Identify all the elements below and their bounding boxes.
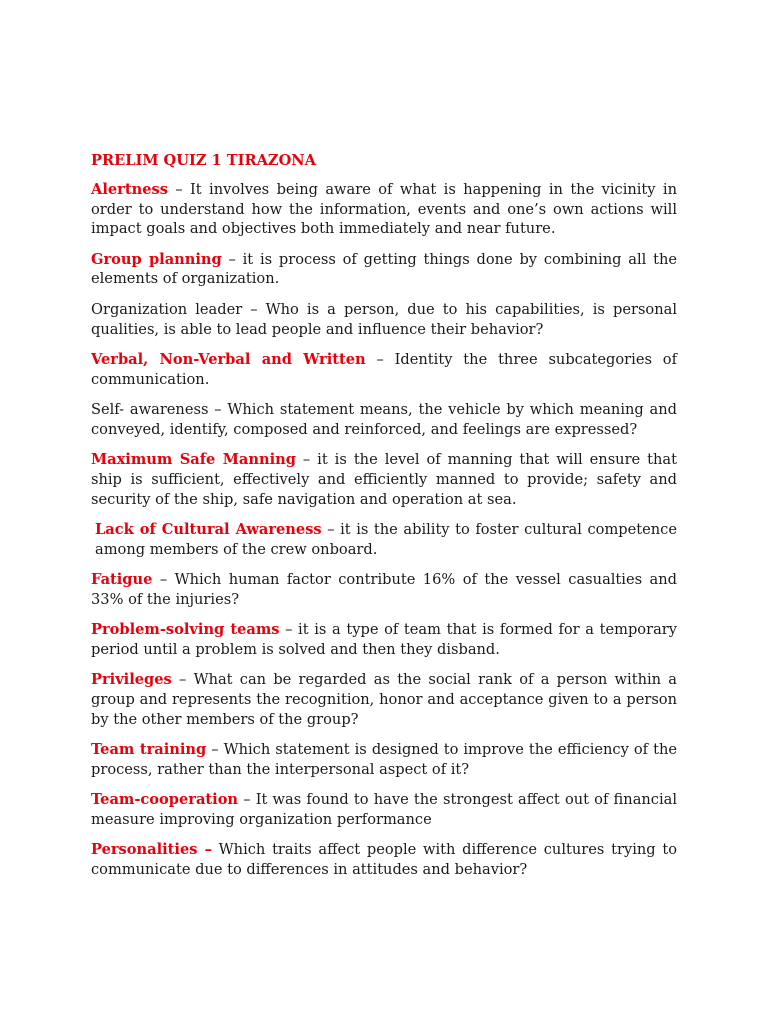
entry-maximum-safe-manning [91,450,677,509]
entry-text: – Which statement is designed to improve the efficiency of the process, rather than the interpersonal aspect of it? [91,741,677,778]
entry-alertness [91,180,677,239]
entry-text: – Identity the three subcategories of communication. [91,350,677,388]
entry-term: Team training [91,741,207,759]
entry-text: – It involves being aware of what is happening in the vicinity in order to understand how the information, events and one’s own actions will impact goals and objectives both immediately and near future. [91,180,677,238]
entry-term: Self- awareness [91,400,209,418]
entry-team-training [91,740,677,780]
entry-term: Fatigue [91,571,153,589]
entry-self-awareness [91,400,677,440]
entry-text: – it is a type of team that is formed for a temporary period until a problem is solved and then they disband. [91,621,677,658]
entry-term: Lack of Cultural Awareness [95,520,322,538]
document-title: PRELIM QUIZ 1 TIRAZONA [91,152,316,169]
entry-lack-of-cultural-awareness [91,520,677,560]
entry-fatigue [91,570,677,610]
entry-text: – What can be regarded as the social rank of a person within a group and represents the recognition, honor and acceptance given to a person by the other members of the group? [91,671,677,728]
entry-term: Organization leader [91,300,243,318]
entry-communication-subcategories [91,350,677,390]
entry-privileges [91,670,677,729]
entry-text: Which traits affect people with difference cultures trying to communicate due to differences in attitudes and behavior? [91,841,677,879]
entry-team-cooperation [91,790,677,830]
entry-personalities [91,840,677,880]
entry-text: – it is the level of manning that will ensure that ship is sufficient, effectively and efficiently manned to provide; safety and security of the ship, safe navigation and operation at sea. [91,451,678,508]
entry-problem-solving-teams [91,620,677,660]
entry-term: Group planning [91,250,222,268]
entry-term: Personalities – [91,841,212,859]
entry-term: Alertness [91,180,168,198]
entry-term: Problem-solving teams [91,621,280,639]
entry-text: – Who is a person, due to his capabilities, is personal qualities, is able to lead people and influence their behavior? [91,300,677,338]
entry-term: Team-cooperation [91,791,239,809]
entry-term: Verbal, Non-Verbal and Written [91,350,366,368]
quiz-document [91,151,677,890]
entry-term: Maximum Safe Manning [91,451,296,469]
entry-text: – it is process of getting things done by combining all the elements of organization. [91,250,677,288]
entry-term: Privileges [91,671,172,689]
entry-text: – Which human factor contribute 16% of the vessel casualties and 33% of the injuries? [91,571,677,608]
entry-text: – Which statement means, the vehicle by which meaning and conveyed, identify, composed and reinforced, and feelings are expressed? [91,400,677,438]
entry-group-planning [91,250,677,290]
entry-organization-leader [91,300,677,340]
entry-text: – It was found to have the strongest affect out of financial measure improving organization performance [91,791,677,829]
entry-text: – it is the ability to foster cultural competence among members of the crew onboard. [95,520,677,558]
